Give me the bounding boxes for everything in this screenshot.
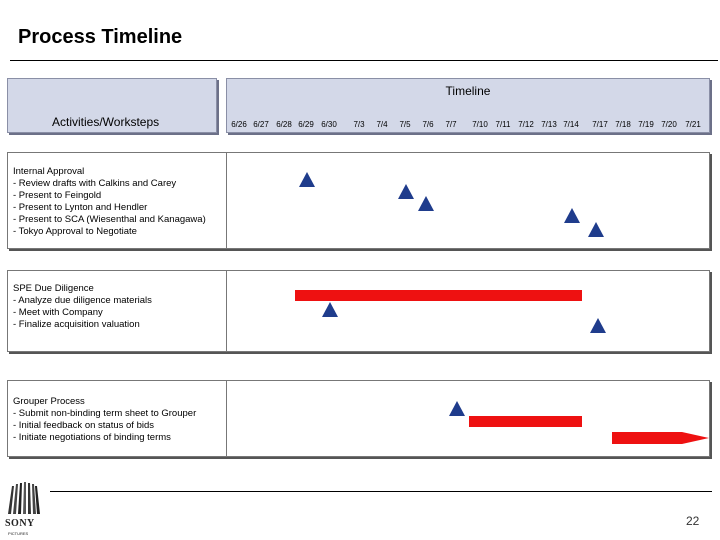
spe-due-diligence-panel: [7, 270, 710, 352]
date-label: 7/5: [399, 120, 411, 129]
title-rule: [10, 60, 718, 61]
activities-header-label: Activities/Worksteps: [52, 115, 160, 129]
date-label: 7/21: [685, 120, 701, 129]
panel-divider: [226, 152, 227, 249]
date-label: 6/27: [253, 120, 269, 129]
timeline-header-label: Timeline: [445, 84, 491, 98]
panel-divider: [226, 270, 227, 352]
date-label: 6/26: [231, 120, 247, 129]
date-label: 7/3: [353, 120, 365, 129]
date-label: 7/13: [541, 120, 557, 129]
date-label: 6/29: [298, 120, 314, 129]
milestone-triangle-icon: [398, 184, 414, 199]
sony-pictures-logo: [6, 480, 42, 516]
list-item: - Meet with Company: [13, 307, 103, 318]
page-title: Process Timeline: [18, 26, 183, 48]
date-label: 7/20: [661, 120, 677, 129]
panel-divider: [226, 380, 227, 457]
milestone-triangle-icon: [418, 196, 434, 211]
milestone-triangle-icon: [588, 222, 604, 237]
list-item: - Tokyo Approval to Negotiate: [13, 226, 137, 237]
activity-bar: [469, 416, 582, 427]
list-item: - Analyze due diligence materials: [13, 295, 152, 306]
date-label: 6/30: [321, 120, 337, 129]
spe-due-diligence-title: SPE Due Diligence: [13, 283, 94, 294]
milestone-triangle-icon: [322, 302, 338, 317]
list-item: - Submit non-binding term sheet to Grouper: [13, 408, 197, 419]
date-label: 7/18: [615, 120, 631, 129]
date-label: 7/12: [518, 120, 534, 129]
arrow-bar-shape: [612, 432, 709, 444]
milestone-triangle-icon: [449, 401, 465, 416]
page-number: 22: [686, 514, 700, 528]
date-label: 7/6: [422, 120, 434, 129]
activity-bar: [295, 290, 582, 301]
date-label: 7/17: [592, 120, 608, 129]
list-item: - Finalize acquisition valuation: [13, 319, 140, 330]
list-item: - Review drafts with Calkins and Carey: [13, 178, 177, 189]
date-label: 7/7: [445, 120, 457, 129]
internal-approval-title: Internal Approval: [13, 166, 85, 177]
list-item: - Present to SCA (Wiesenthal and Kanagawa): [13, 214, 206, 225]
date-label: 7/14: [563, 120, 579, 129]
grouper-process-title: Grouper Process: [13, 396, 85, 407]
date-label: 7/10: [472, 120, 488, 129]
footer-rule: [50, 491, 712, 492]
list-item: - Initial feedback on status of bids: [13, 420, 154, 431]
date-label: 6/28: [276, 120, 292, 129]
ongoing-arrow-bar: [612, 431, 710, 445]
milestone-triangle-icon: [564, 208, 580, 223]
logo-text: SONY: [5, 518, 35, 529]
milestone-triangle-icon: [299, 172, 315, 187]
list-item: - Initiate negotiations of binding terms: [13, 432, 171, 443]
date-label: 7/19: [638, 120, 654, 129]
date-label: 7/4: [376, 120, 388, 129]
date-label: 7/11: [495, 120, 511, 129]
list-item: - Present to Lynton and Hendler: [13, 202, 148, 213]
list-item: - Present to Feingold: [13, 190, 102, 201]
milestone-triangle-icon: [590, 318, 606, 333]
logo-subtext: PICTURES: [8, 531, 29, 536]
